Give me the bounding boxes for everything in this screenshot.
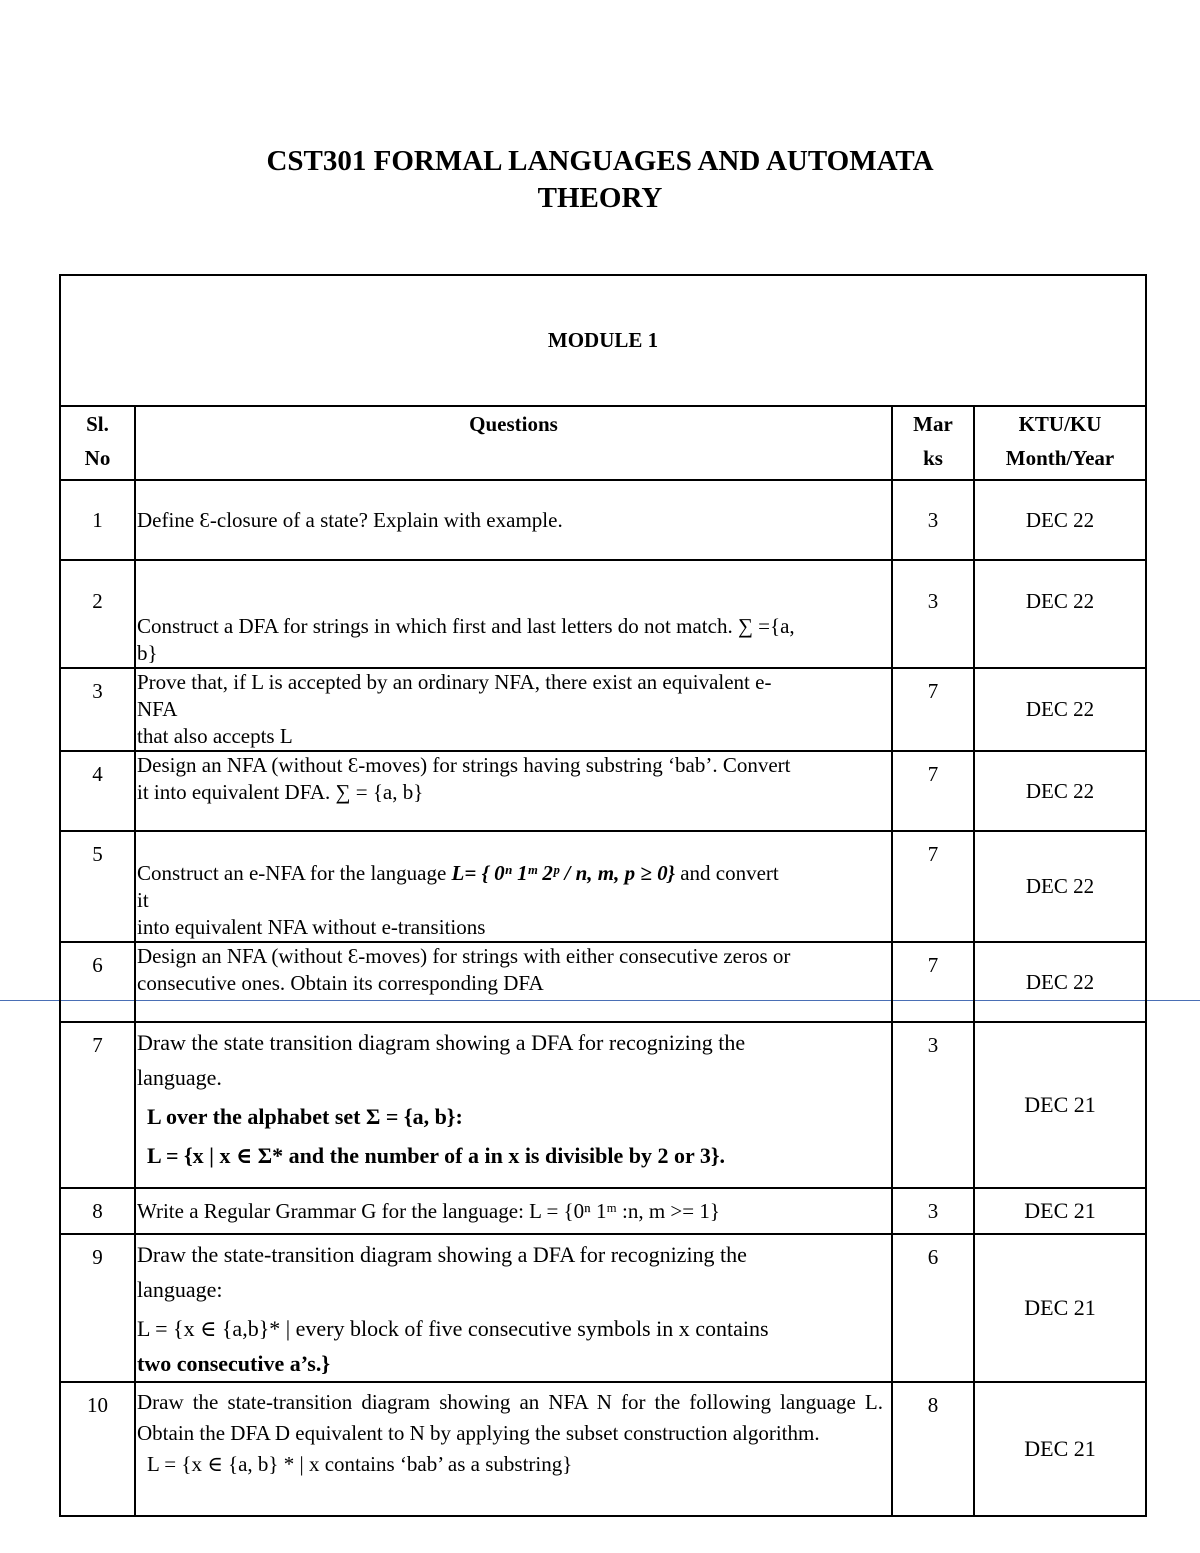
question-line: language: bbox=[137, 1277, 223, 1302]
marks: 7 bbox=[892, 668, 974, 751]
question-line bbox=[137, 846, 883, 887]
question-line: Draw the state-transition diagram showing a DFA for recognizing the bbox=[137, 1242, 747, 1267]
marks: 3 bbox=[892, 1022, 974, 1188]
question-text bbox=[135, 480, 892, 560]
table-row bbox=[60, 1382, 1146, 1516]
question-text bbox=[135, 1234, 892, 1382]
exam-date: DEC 22 bbox=[974, 831, 1146, 942]
question-line: b} bbox=[137, 641, 158, 665]
question-prefix: Construct an e-NFA for the language bbox=[137, 861, 452, 885]
question-text bbox=[135, 668, 892, 751]
question-line: language. bbox=[137, 1065, 222, 1090]
header-marks bbox=[892, 406, 974, 480]
marks: 7 bbox=[892, 831, 974, 942]
marks: 6 bbox=[892, 1234, 974, 1382]
sl-no: 2 bbox=[60, 560, 135, 668]
sl-no: 5 bbox=[60, 831, 135, 942]
title-line-1: CST301 FORMAL LANGUAGES AND AUTOMATA bbox=[266, 145, 934, 177]
exam-date: DEC 21 bbox=[974, 1382, 1146, 1516]
question-text bbox=[135, 1188, 892, 1234]
table-row bbox=[60, 751, 1146, 831]
header-month-year bbox=[974, 406, 1146, 480]
question-line: two consecutive a’s.} bbox=[137, 1351, 330, 1376]
question-line: Design an NFA (without Ɛ-moves) for strings having substring ‘bab’. Convert bbox=[137, 753, 791, 777]
question-text bbox=[135, 751, 892, 831]
exam-date: DEC 21 bbox=[974, 1022, 1146, 1188]
header-date-line2: Month/Year bbox=[1005, 446, 1115, 470]
header-sl-no bbox=[60, 406, 135, 480]
sl-no: 1 bbox=[60, 480, 135, 560]
document-title bbox=[0, 143, 1200, 217]
exam-date: DEC 22 bbox=[974, 560, 1146, 668]
sl-no: 10 bbox=[60, 1382, 135, 1516]
module-heading: MODULE 1 bbox=[60, 275, 1146, 406]
table-row bbox=[60, 1234, 1146, 1382]
question-line: L = {x ∈ {a, b} * | x contains ‘bab’ as a substring} bbox=[147, 1452, 573, 1476]
header-sl-line2: No bbox=[84, 446, 111, 470]
exam-date: DEC 21 bbox=[974, 1188, 1146, 1234]
table-row bbox=[60, 1022, 1146, 1188]
question-text bbox=[135, 560, 892, 668]
question-line: Construct a DFA for strings in which first and last letters do not match. ∑ ={a, bbox=[137, 614, 795, 638]
question-text bbox=[135, 1382, 892, 1516]
question-line: Prove that, if L is accepted by an ordinary NFA, there exist an equivalent e- bbox=[137, 670, 772, 694]
marks: 3 bbox=[892, 1188, 974, 1234]
sl-no: 6 bbox=[60, 942, 135, 1022]
table-row bbox=[60, 831, 1146, 942]
question-line: Write a Regular Grammar G for the language: L = {0ⁿ 1ᵐ :n, m >= 1} bbox=[137, 1198, 720, 1223]
question-line: Draw the state transition diagram showing a DFA for recognizing the bbox=[137, 1030, 746, 1055]
question-line: NFA bbox=[137, 697, 178, 721]
question-line: L = {x ∈ {a,b}* | every block of five consecutive symbols in x contains bbox=[137, 1316, 769, 1341]
exam-date: DEC 21 bbox=[974, 1234, 1146, 1382]
table-row bbox=[60, 668, 1146, 751]
question-line: that also accepts L bbox=[137, 724, 293, 748]
table-row bbox=[60, 560, 1146, 668]
marks: 7 bbox=[892, 942, 974, 1022]
exam-date: DEC 22 bbox=[974, 480, 1146, 560]
exam-date: DEC 22 bbox=[974, 751, 1146, 831]
table-row bbox=[60, 480, 1146, 560]
question-line: L = {x | x ∈ Σ* and the number of a in x is divisible by 2 or 3}. bbox=[147, 1143, 726, 1168]
question-line: Design an NFA (without Ɛ-moves) for strings with either consecutive zeros or bbox=[137, 944, 791, 968]
question-line: consecutive ones. Obtain its corresponding DFA bbox=[137, 971, 544, 995]
marks: 8 bbox=[892, 1382, 974, 1516]
question-text bbox=[135, 1022, 892, 1188]
exam-date: DEC 22 bbox=[974, 668, 1146, 751]
sl-no: 4 bbox=[60, 751, 135, 831]
table-header-row bbox=[60, 406, 1146, 480]
sl-no: 3 bbox=[60, 668, 135, 751]
question-line: into equivalent NFA without e-transitions bbox=[137, 915, 486, 939]
exam-date: DEC 22 bbox=[974, 942, 1146, 1022]
question-line: L over the alphabet set Σ = {a, b}: bbox=[147, 1104, 463, 1129]
header-questions: Questions bbox=[135, 406, 892, 480]
marks: 3 bbox=[892, 560, 974, 668]
sl-no: 9 bbox=[60, 1234, 135, 1382]
title-line-2: THEORY bbox=[537, 182, 663, 214]
question-line: Define Ɛ-closure of a state? Explain with example. bbox=[137, 507, 563, 532]
question-line: Draw the state-transition diagram showing an NFA N for the following language L. Obtain the DFA D equivalent to N by applying the subset construction algorithm. bbox=[137, 1390, 883, 1445]
header-sl-line1: Sl. bbox=[86, 412, 109, 436]
question-table bbox=[59, 274, 1147, 1517]
question-suffix: and convert bbox=[674, 861, 779, 885]
question-line: it into equivalent DFA. ∑ = {a, b} bbox=[137, 780, 424, 804]
header-date-line1: KTU/KU bbox=[1018, 412, 1102, 436]
question-text bbox=[135, 831, 892, 942]
table-row bbox=[60, 942, 1146, 1022]
sl-no: 8 bbox=[60, 1188, 135, 1234]
marks: 3 bbox=[892, 480, 974, 560]
header-marks-line1: Mar bbox=[913, 412, 953, 436]
sl-no: 7 bbox=[60, 1022, 135, 1188]
language-expression: L= { 0ⁿ 1ᵐ 2ᵖ / n, m, p ≥ 0} bbox=[451, 861, 675, 885]
table-row bbox=[60, 1188, 1146, 1234]
question-text bbox=[135, 942, 892, 1022]
question-line: it bbox=[137, 888, 149, 912]
header-marks-line2: ks bbox=[923, 446, 943, 470]
marks: 7 bbox=[892, 751, 974, 831]
